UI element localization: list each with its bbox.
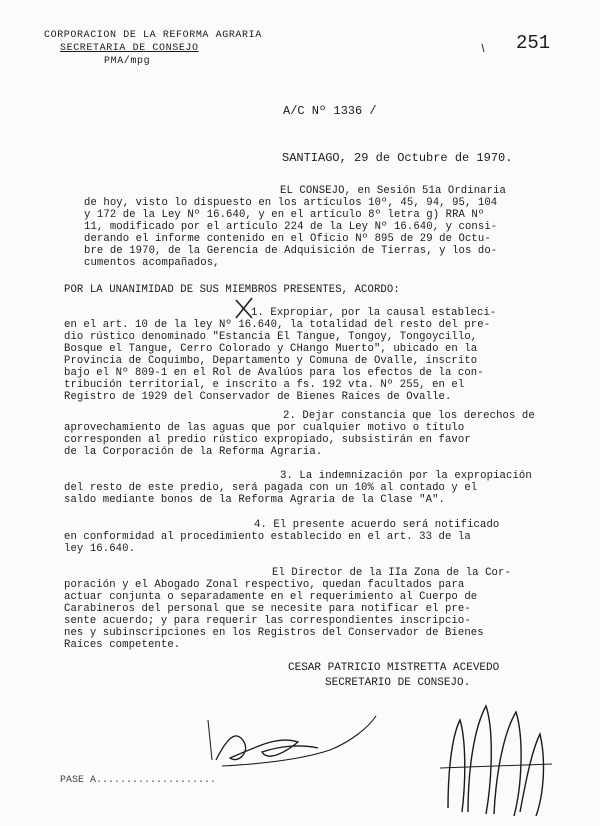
closing-line: Raíces competente. — [64, 639, 181, 651]
clause-2-line: aprovechamiento de las aguas que por cualquier motivo o título — [64, 422, 465, 434]
file-initials: PMA/mpg — [104, 56, 151, 67]
signature-left — [216, 736, 318, 760]
date-line: SANTIAGO, 29 de Octubre de 1970. — [282, 151, 513, 165]
signature-right-loop-4 — [520, 734, 543, 816]
clause-2-line: corresponden al predio rústico expropiado, subsistirán en favor — [64, 434, 471, 446]
clause-3-line: del resto de este predio, será pagada con un 10% al contado y el — [64, 482, 478, 494]
closing-line: Carabineros del personal que se necesite para notificar el pre- — [64, 603, 471, 615]
clause-1-line: Registro de 1929 del Conservador de Bienes Raíces de Ovalle. — [64, 391, 452, 403]
intro-line: EL CONSEJO, en Sesión 51a Ordinaria — [280, 185, 507, 197]
clause-4-line: en conformidad al procedimiento establecido en el art. 33 de la — [64, 531, 471, 543]
closing-line: actuar conjunta o separadamente en el requerimiento al Cuerpo de — [64, 591, 478, 603]
clause-1-line: en el art. 10 de la ley Nº 16.640, la totalidad del resto del pre- — [64, 319, 491, 331]
clause-4-line: 4. El presente acuerdo será notificado — [254, 519, 500, 531]
signature-right-loop-1 — [448, 720, 465, 812]
closing-line: poración y el Abogado Zonal respectivo, quedan facultados para — [64, 579, 465, 591]
clause-3-line: 3. La indemnización por la expropiación — [280, 470, 532, 482]
intro-line: y 172 de la Ley Nº 16.640, y en el artículo 8º letra g) RRA Nº — [84, 209, 485, 221]
intro-line: de hoy, visto lo dispuesto en los artículos 10º, 45, 94, 95, 104 — [84, 197, 498, 209]
signature-left-stroke — [208, 720, 212, 760]
handwritten-x-mark — [236, 298, 252, 318]
intro-line: derando el informe contenido en el Oficio Nº 895 de 29 de Octu- — [84, 233, 491, 245]
signature-right-underline — [440, 764, 552, 768]
signature-right-loop-3 — [494, 712, 521, 816]
clause-3-line: saldo mediante bonos de la Reforma Agraria de la Clase "A". — [64, 494, 445, 506]
clause-1-line: 1. Expropiar, por la causal estableci- — [251, 307, 497, 319]
intro-line: bre de 1970, de la Gerencia de Adquisición de Tierras, y los do- — [84, 245, 498, 257]
clause-1-line: dio rústico denominado "Estancia El Tangue, Tongoy, Tongoycillo, — [64, 331, 478, 343]
closing-line: nes y subinscripciones en los Registros del Conservador de Bienes — [64, 627, 484, 639]
clause-1-line: Bosque el Tangue, Cerro Colorado y CHango Muerto", ubicado en la — [64, 343, 478, 355]
signatory-title: SECRETARIO DE CONSEJO. — [325, 677, 471, 689]
footer-routing: PASE A.................... — [60, 775, 217, 786]
clause-2-line: de la Corporación de la Reforma Agraria. — [64, 446, 323, 458]
clause-1-line: tribución territorial, e inscrito a fs. 192 vta. Nº 255, en el — [64, 379, 465, 391]
clause-1-line: Provincia de Coquimbo, Departamento y Comuna de Ovalle, inscrito — [64, 355, 478, 367]
closing-line: sente acuerdo; y para requerir las correspondientes inscripcio- — [64, 615, 471, 627]
page-tick-mark — [482, 44, 484, 52]
signature-right-loop-2 — [468, 706, 491, 814]
resolution-heading: POR LA UNANIMIDAD DE SUS MIEMBROS PRESENTES, ACORDO: — [64, 284, 400, 296]
intro-line: cumentos acompañados, — [84, 257, 220, 269]
clause-2-line: 2. Dejar constancia que los derechos de — [283, 410, 535, 422]
department-name: SECRETARIA DE CONSEJO — [60, 43, 199, 54]
page-number: 251 — [516, 32, 551, 54]
signatory-name: CESAR PATRICIO MISTRETTA ACEVEDO — [288, 662, 500, 674]
signature-left-flourish — [222, 716, 376, 766]
intro-line: 11, modificado por el artículo 224 de la Ley Nº 16.640, y consi- — [84, 221, 498, 233]
agreement-reference: A/C Nº 1336 / — [283, 104, 377, 118]
clause-4-line: ley 16.640. — [64, 543, 136, 555]
closing-line: El Director de la IIa Zona de la Cor- — [272, 567, 511, 579]
institution-name: CORPORACION DE LA REFORMA AGRARIA — [44, 30, 262, 41]
clause-1-line: bajo el Nº 809-1 en el Rol de Avalúos para los efectos de la con- — [64, 367, 484, 379]
